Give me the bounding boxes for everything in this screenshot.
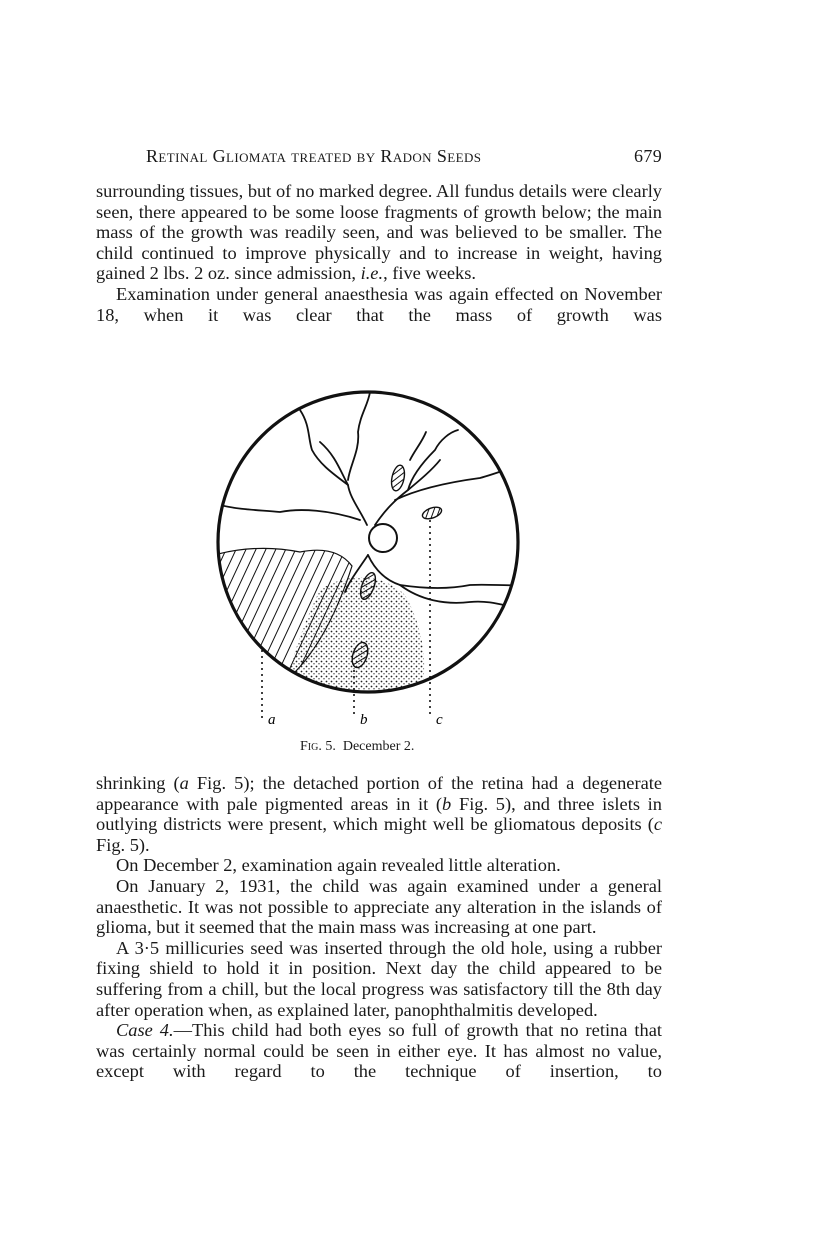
label-b: b bbox=[360, 712, 368, 728]
paragraph: On January 2, 1931, the child was again examined under a general anaesthetic. It was not possible to appreciate any alteration in the islands of glioma, but it seemed that the main mass was increasing at one part. bbox=[96, 875, 662, 938]
paragraph bbox=[96, 1020, 662, 1082]
label-a: a bbox=[268, 712, 276, 728]
text-block-bottom bbox=[96, 773, 662, 1082]
text-run: shrinking ( bbox=[96, 773, 180, 793]
page-number: 679 bbox=[634, 146, 663, 166]
figure-ref: c bbox=[653, 814, 662, 835]
text-run: surrounding tissues, but of no marked degree. All fundus details were clearly seen, there appeared to be some loose fragments of growth below; the main mass of the growth was readily seen, and was believed to be smaller. The child continued to improve physically and to increase in weight, having gained 2 lbs. 2 oz. since admission, bbox=[96, 181, 662, 284]
pigmented-islet bbox=[389, 464, 406, 492]
text-run: Fig. 5), and three islets in outlying districts were present, which might well be gliomatous deposits ( bbox=[96, 793, 662, 835]
gliomatous-islet-c bbox=[421, 505, 443, 521]
figure-caption bbox=[300, 739, 500, 755]
text-run: Fig. 5); the detached portion of the retina had a degenerate appearance with pale pigmented areas in it ( bbox=[96, 773, 663, 814]
caption-text: December 2. bbox=[342, 739, 415, 754]
optic-disc bbox=[369, 524, 397, 552]
label-c: c bbox=[436, 712, 443, 728]
running-head-title: Retinal Gliomata treated by Radon Seeds bbox=[146, 146, 482, 166]
text-run: , five weeks. bbox=[383, 263, 477, 284]
fundus-diagram bbox=[200, 370, 540, 740]
paragraph: On December 2, examination again revealed little alteration. bbox=[116, 855, 561, 876]
text-block-top bbox=[96, 181, 662, 325]
figure-ref: b bbox=[442, 793, 452, 814]
italic-abbrev: i.e. bbox=[360, 263, 384, 284]
paragraph: Examination under general anaesthesia was again effected on November 18, when it was clear that the mass of growth was bbox=[96, 283, 662, 325]
figure-5 bbox=[200, 370, 540, 770]
case-heading: Case 4. bbox=[116, 1020, 174, 1041]
caption-label: Fig. 5. bbox=[300, 739, 336, 754]
paragraph bbox=[96, 181, 662, 284]
text-run: Fig. 5). bbox=[96, 834, 150, 855]
paragraph: A 3·5 millicuries seed was inserted through the old hole, using a rubber fixing shield to hold it in position. Next day the child appeared to be suffering from a chill, but the local progress was satisfactory till the 8th day after operation when, as explained later, panophthalmitis developed. bbox=[96, 937, 662, 1020]
paragraph bbox=[96, 773, 662, 855]
figure-ref: a bbox=[179, 773, 189, 793]
text-run: —This child had both eyes so full of growth that no retina that was certainly normal could be seen in either eye. It has almost no value, except with regard to the technique of insertion, to bbox=[96, 1020, 662, 1082]
